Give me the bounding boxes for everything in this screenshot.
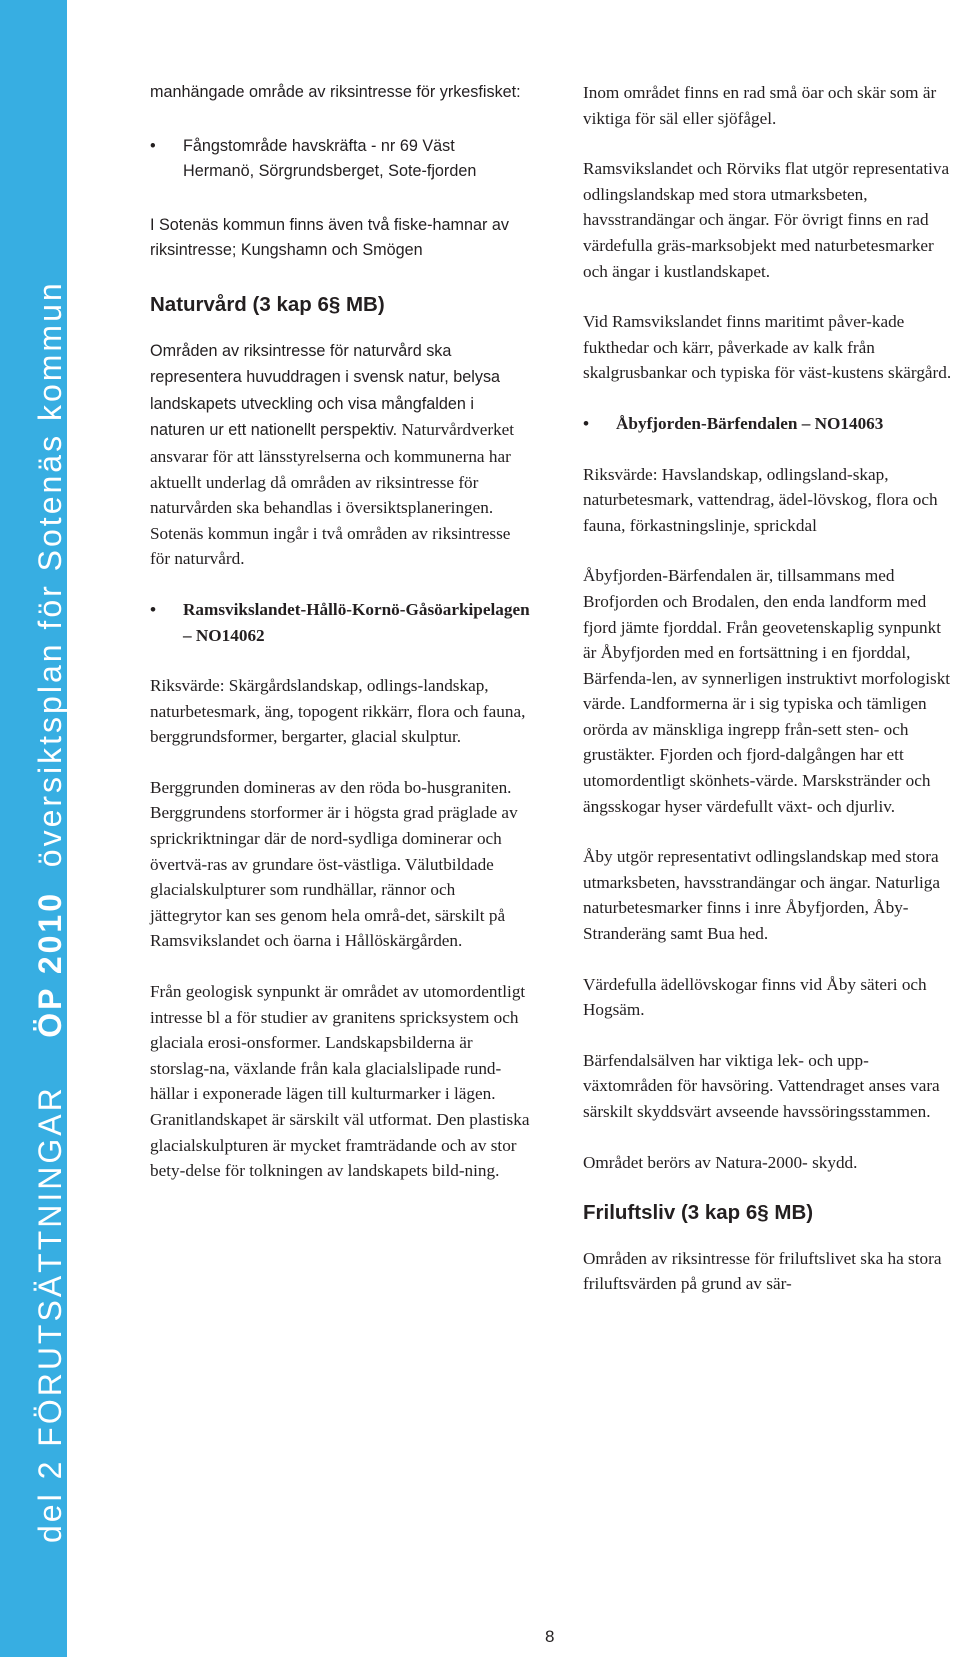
area-bullet-ramsvik: • Ramsvikslandet-Hållö-Kornö-Gåsöarkipelagen – NO14062 <box>150 599 530 645</box>
ramsvik-paragraph-1: Berggrunden domineras av den röda bo-husgraniten. Berggrundens storformer är i högsta grad präglade av sprickriktningar där de nord-sydliga dominerar och övertvä-ras av grundare öst-västliga. Välutbildade glacialskulpturer som rundhällar, rännor och jättegrytor kan ses genom hela områ-det, särskilt på Ramsvikslandet och öarna i Hållöskärgården. <box>150 777 518 951</box>
area-bullet-abyfjorden: • Åbyfjorden-Bärfendalen – NO14063 <box>583 413 884 433</box>
sidebar-section: del 2 FÖRUTSÄTTNINGAR <box>32 1085 68 1543</box>
sidebar-plan-code: ÖP 2010 <box>32 890 68 1038</box>
fishing-intro: manhängade område av riksintresse för yrkesfisket: <box>150 83 521 101</box>
fukthedar-paragraph: Vid Ramsvikslandet finns maritimt påver-kade fukthedar och kärr, påverkade av kalk från skalgrusbankar och typiska för väst-kustens skärgård. <box>583 312 952 383</box>
natura-paragraph: Området berörs av Natura-2000- skydd. <box>583 1152 858 1172</box>
left-column <box>150 80 530 1209</box>
fishing-bullet: • Fångstområde havskräfta - nr 69 Väst Hermanö, Sörgrundsberget, Sote-fjorden <box>150 136 477 181</box>
naturvard-intro: Områden av riksintresse för naturvård ska representera huvuddragen i svensk natur, belysa landskapets utveckling och visa mångfalden i naturen ur ett nationellt perspektiv. <box>150 341 501 440</box>
heading-friluftsliv: Friluftsliv (3 kap 6§ MB) <box>583 1201 814 1225</box>
sidebar-plan-title: översiktsplan för Sotenäs kommun <box>32 280 68 868</box>
fishing-bullet-text: Fångstområde havskräfta - nr 69 Väst Hermanö, Sörgrundsberget, Sote-fjorden <box>183 136 477 181</box>
naturvard-paragraph <box>150 338 530 572</box>
abyfjorden-paragraph-2: Åby utgör representativt odlingslandskap med stora utmarksbeten, havsstrandängar och ängar. Naturliga naturbetesmarker finns i inre Åbyfjorden, Åby-Stranderäng samt Bua hed. <box>583 847 940 944</box>
ramsvik-paragraph-2: Från geologisk synpunkt är området av utomordentligt intresse bl a för studier av granitens spricksystem och glaciala erosi-onsformer. Landskapsbilderna är storslag-na, växlande från kala glacialslipade rund-hällar i exponerade lägen till kulturmarker i lägen. Granitlandskapet är särskilt väl utformat. Den plastiska glacialskulpturen är mycket framträdande och av stor bety-delse för tolkningen av landskapets bild-ning. <box>150 982 530 1181</box>
abyfjorden-riksvarde: Riksvärde: Havslandskap, odlingsland-skap, naturbetesmark, vattendrag, ädel-lövskog, flora och fauna, förkastningslinje, sprickdal <box>583 464 938 535</box>
abyfjorden-paragraph-4: Bärfendalsälven har viktiga lek- och upp-växtområden för havsöring. Vattendraget anses vara särskilt skyddsvärt avseende havssöringsstammen. <box>583 1050 940 1121</box>
page-number: 8 <box>545 1627 555 1646</box>
sidebar-band <box>0 0 67 1657</box>
ramsvik-riksvarde: Riksvärde: Skärgårdslandskap, odlings-landskap, naturbetesmark, äng, topogent rikkärr, flora och fauna, berggrundsformer, bergarter, glacial skulptur. <box>150 676 526 747</box>
abyfjorden-paragraph-3: Värdefulla ädellövskogar finns vid Åby säteri och Hogsäm. <box>583 974 927 1020</box>
friluftsliv-intro: Områden av riksintresse för friluftslivet ska ha stora friluftsvärden på grund av sär- <box>583 1248 942 1294</box>
area-title-abyfjorden: Åbyfjorden-Bärfendalen – NO14063 <box>616 413 884 433</box>
islands-paragraph: Inom området finns en rad små öar och skär som är viktiga för säl eller sjöfågel. <box>583 83 937 128</box>
fishing-harbours: I Sotenäs kommun finns även två fiske-hamnar av riksintresse; Kungshamn och Smögen <box>150 215 509 260</box>
odlingslandskap-paragraph: Ramsvikslandet och Rörviks flat utgör representativa odlingslandskap med stora utmarksbeten, havsstrandängar och ängar. För övrigt finns en rad värdefulla gräs-marksobjekt med naturbetesmarker och ängar i kustlandskapet. <box>583 159 950 281</box>
heading-naturvard: Naturvård (3 kap 6§ MB) <box>150 292 385 316</box>
abyfjorden-paragraph-1: Åbyfjorden-Bärfendalen är, tillsammans med Brofjorden och Brodalen, den enda landform med fjord jämte fjorddal. Från geovetenskaplig synpunkt är Åbyfjorden med en fortsättning i en fjorddal, Bärfenda-len, av synnerligen instruktivt morfologiskt värde. Landformerna är i sig typiska och tämligen orörda av mänskliga ingrepp från-sett sten- och grustäkter. Fjorden och fjord-dalgången har ett utomordentligt skönhets-värde. Marskstränder och ängsskogar hyser värdefullt växt- och djurliv. <box>583 566 951 816</box>
right-column <box>583 80 953 1322</box>
sidebar-running-title <box>34 280 66 1543</box>
area-title-ramsvik: Ramsvikslandet-Hållö-Kornö-Gåsöarkipelagen – NO14062 <box>183 599 530 645</box>
naturvard-body: Naturvårdverket ansvarar för att länsstyrelserna och kommunerna har aktuellt underlag då områden av riksintresse för naturvården ska behandlas i översiktsplaneringen. Sotenäs kommun ingår i två områden av riksintresse för naturvård. <box>150 420 515 569</box>
